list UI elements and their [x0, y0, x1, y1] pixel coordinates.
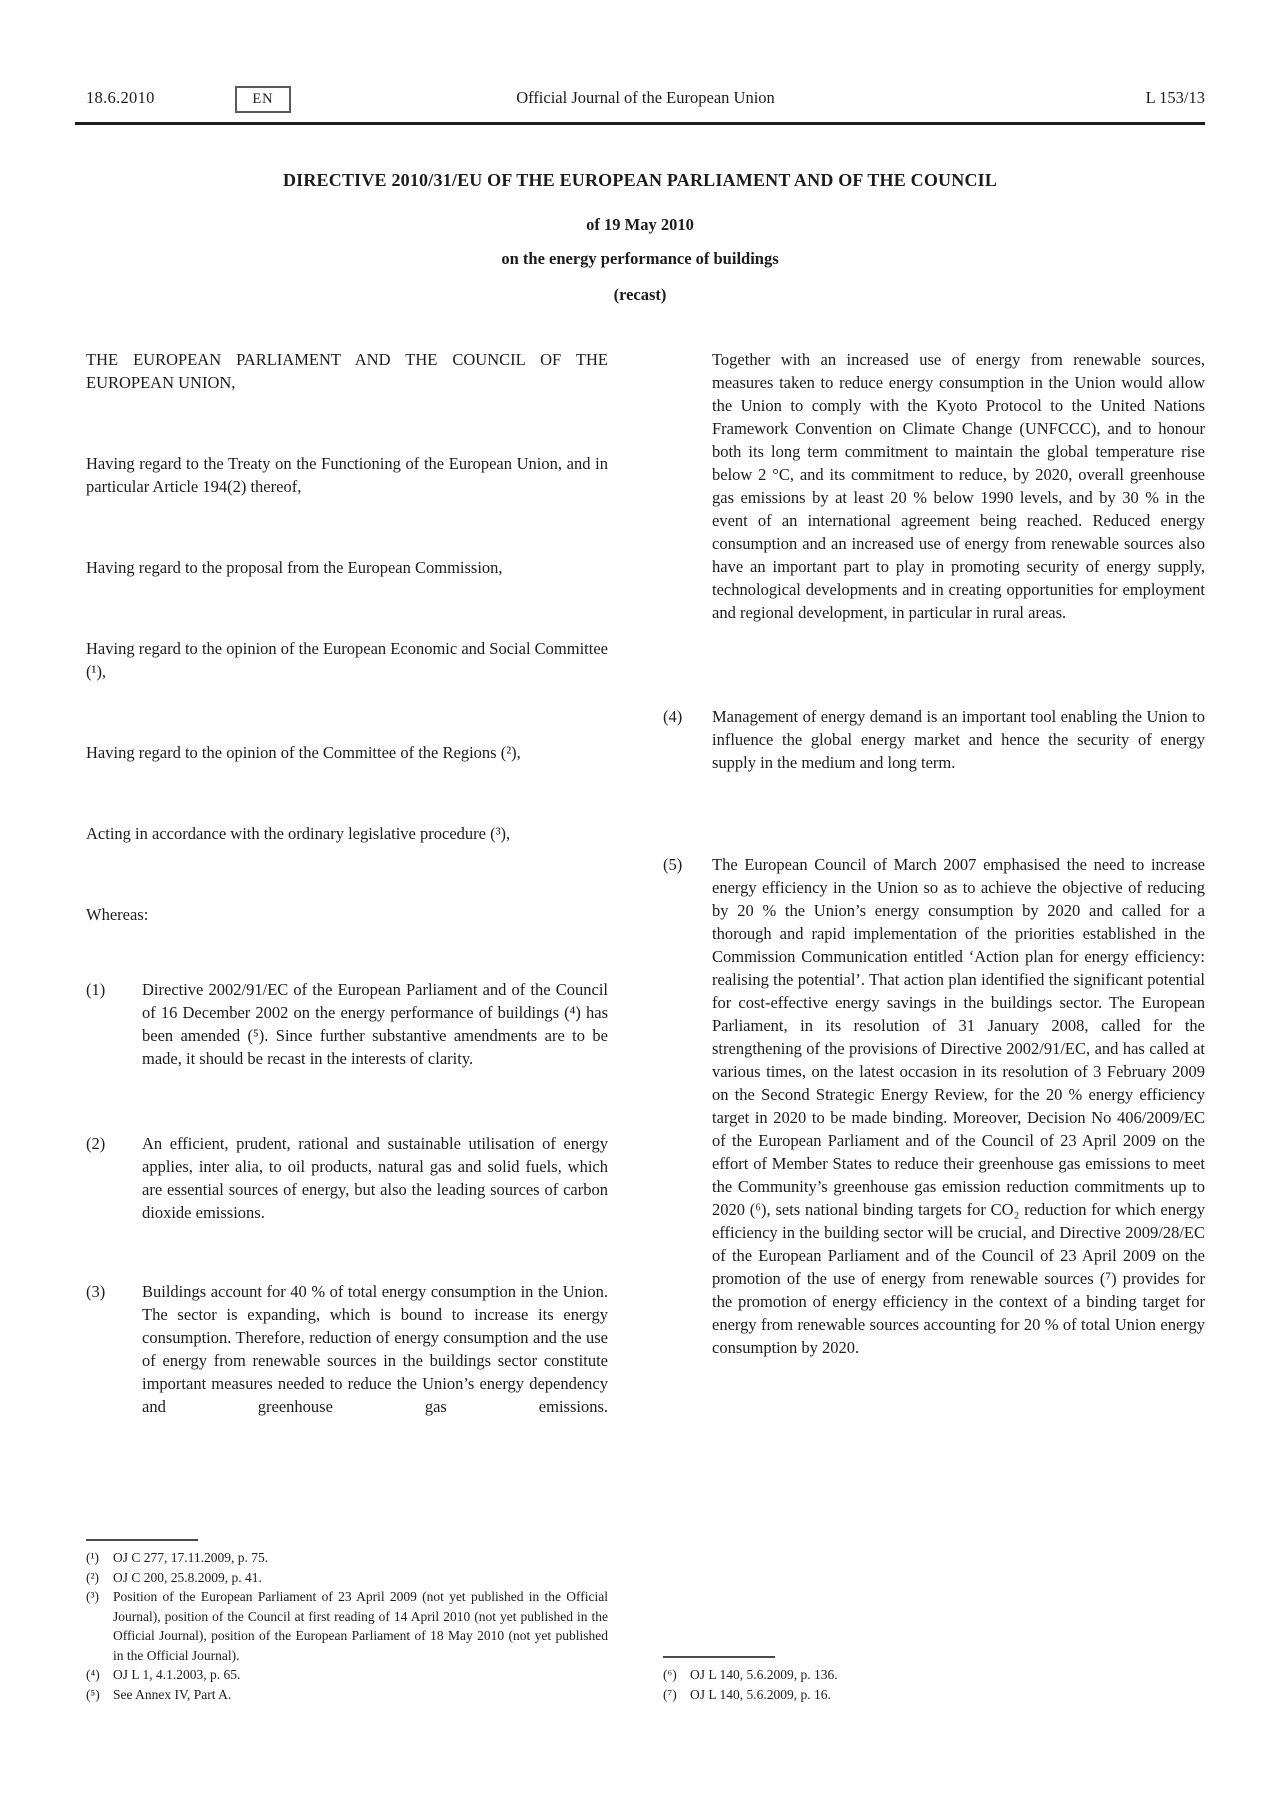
directive-recast-label: (recast) [613, 285, 667, 304]
recital-text: The European Council of March 2007 emphasised the need to increase energy efficiency in the Union so as to achieve the objective of reducing by 20 % the Union’s energy consumption by 2020 and called for a thorough and rapid implementation of the priorities established in the Commission Communication entitled ‘Action plan for energy efficiency: realising the potential’. That action plan identified the significant potential for cost-effective energy savings in the buildings sector. The European Parliament, in its resolution of 31 January 2008, called for the strengthening of the provisions of Directive 2002/91/EC, and has called at various times, on the latest occasion in its resolution of 3 February 2009 on the Second Strategic Energy Review, for the 20 % energy efficiency target in 2020 to be made binding. Moreover, Decision No 406/2009/EC of the European Parliament and of the Council of 23 April 2009 on the effort of Member States to reduce their greenhouse gas emissions to meet the Community’s greenhouse gas emission reduction commitments up to 2020 (⁶), sets national binding targets for CO₂ reduction for which energy efficiency in the building sector will be crucial, and Directive 2009/28/EC of the European Parliament and of the Council of 23 April 2009 on the promotion of the use of energy from renewable sources (⁷) provides for the promotion of energy efficiency in the context of a binding target for energy from renewable sources accounting for 20 % of total Union energy consumption by 2020. [712, 855, 1205, 1357]
footnote-marker: (⁷) [663, 1686, 677, 1702]
preamble-paragraph: THE EUROPEAN PARLIAMENT AND THE COUNCIL OF THE EUROPEAN UNION, [86, 350, 608, 392]
footnote-marker: (⁶) [663, 1667, 677, 1682]
recital-text: Buildings account for 40 % of total energy consumption in the Union. The sector is expanding, which is bound to increase its energy consumption. Therefore, reduction of energy consumption and the use of energy from renewable sources in the buildings sector constitute important measures needed to reduce the Union’s energy dependency and greenhouse gas emissions. [142, 1282, 608, 1416]
recital-text: Directive 2002/91/EC of the European Parliament and of the Council of 16 December 2002 on the energy performance of buildings (⁴) has been amended (⁵). Since further substantive amendments are to be made, it should be recast in the interests of clarity. [142, 980, 608, 1068]
recital-text: Management of energy demand is an important tool enabling the Union to influence the global energy market and hence the security of energy supply in the medium and long term. [712, 707, 1205, 772]
page-header [86, 86, 1205, 118]
footnote-text: OJ L 140, 5.6.2009, p. 16. [690, 1686, 831, 1702]
two-column-body [86, 348, 1205, 1810]
recital-1 [86, 978, 608, 1070]
footnote [663, 1685, 1205, 1705]
recital-number: (3) [86, 1282, 106, 1301]
footnote-marker: (⁴) [86, 1667, 100, 1682]
footnote [663, 1665, 1205, 1685]
footnote [86, 1665, 608, 1685]
footnote-text: See Annex IV, Part A. [113, 1686, 232, 1702]
preamble-paragraph: Having regard to the Treaty on the Functioning of the European Union, and in particular Article 194(2) thereof, [86, 454, 608, 496]
recital-text: An efficient, prudent, rational and sustainable utilisation of energy applies, inter alia, to oil products, natural gas and solid fuels, which are essential sources of energy, but also the leading sources of carbon dioxide emissions. [142, 1134, 608, 1222]
recital-2 [86, 1132, 608, 1224]
left-column [86, 348, 608, 1810]
footnote [86, 1568, 608, 1588]
whereas-label: Whereas: [86, 905, 149, 924]
language-badge-label: EN [252, 91, 274, 107]
recital-5 [663, 853, 1205, 1359]
left-footnotes [86, 1539, 608, 1704]
footnote [86, 1587, 608, 1665]
preamble-paragraph: Having regard to the proposal from the European Commission, [86, 558, 503, 577]
recital-number: (2) [86, 1134, 106, 1153]
recital-3 [86, 1280, 608, 1418]
right-footnotes [663, 1656, 1205, 1704]
recital-number: (5) [663, 855, 683, 874]
footnotes-separator [663, 1656, 775, 1658]
directive-subject: on the energy performance of buildings [501, 249, 779, 268]
footnote-text: OJ C 200, 25.8.2009, p. 41. [113, 1569, 262, 1585]
footnote-marker: (¹) [86, 1550, 100, 1565]
footnote-text: OJ L 1, 4.1.2003, p. 65. [113, 1667, 241, 1682]
preamble-paragraph: Having regard to the opinion of the Committee of the Regions (²), [86, 743, 521, 762]
recital-number: (4) [663, 707, 683, 726]
footnotes-separator [86, 1539, 198, 1541]
directive-date: of 19 May 2010 [586, 215, 694, 234]
header-rule [75, 122, 1205, 125]
recital-number: (1) [86, 980, 106, 999]
footnote [86, 1548, 608, 1568]
footnote-marker: (⁵) [86, 1686, 100, 1702]
directive-title: DIRECTIVE 2010/31/EU OF THE EUROPEAN PARLIAMENT AND OF THE COUNCIL [282, 170, 998, 190]
footnote-marker: (³) [86, 1589, 100, 1604]
footnote-marker: (²) [86, 1569, 100, 1585]
header-date: 18.6.2010 [86, 88, 155, 107]
recital-3-continuation: Together with an increased use of energy from renewable sources, measures taken to reduce energy consumption in the Union would allow the Union to comply with the Kyoto Protocol to the United Nations Framework Convention on Climate Change (UNFCCC), and to honour both its long term commitment to maintain the global temperature rise below 2 °C, and its commitment to reduce, by 2020, overall greenhouse gas emissions by at least 20 % below 1990 levels, and by 30 % in the event of an international agreement being reached. Reduced energy consumption and an increased use of energy from renewable sources also have an important part to play in promoting security of energy supply, technological developments and in creating opportunities for employment and regional development, in particular in rural areas. [712, 350, 1205, 622]
footnote-text: OJ L 140, 5.6.2009, p. 136. [690, 1667, 838, 1682]
preamble-paragraph: Having regard to the opinion of the European Economic and Social Committee (¹), [86, 639, 608, 681]
footnote [86, 1685, 608, 1705]
title-block [0, 170, 1280, 304]
footnote-text: OJ C 277, 17.11.2009, p. 75. [113, 1550, 269, 1565]
journal-title: Official Journal of the European Union [516, 88, 775, 107]
recital-4 [663, 705, 1205, 774]
page-number: L 153/13 [1145, 88, 1205, 107]
right-column [663, 348, 1205, 1810]
footnote-text: Position of the European Parliament of 23 April 2009 (not yet published in the Official Journal), position of the Council at first reading of 14 April 2010 (not yet published in the Official Journal), position of the European Parliament of 18 May 2010 (not yet published in the Official Journal). [113, 1589, 608, 1663]
preamble-paragraph: Acting in accordance with the ordinary legislative procedure (³), [86, 824, 511, 843]
